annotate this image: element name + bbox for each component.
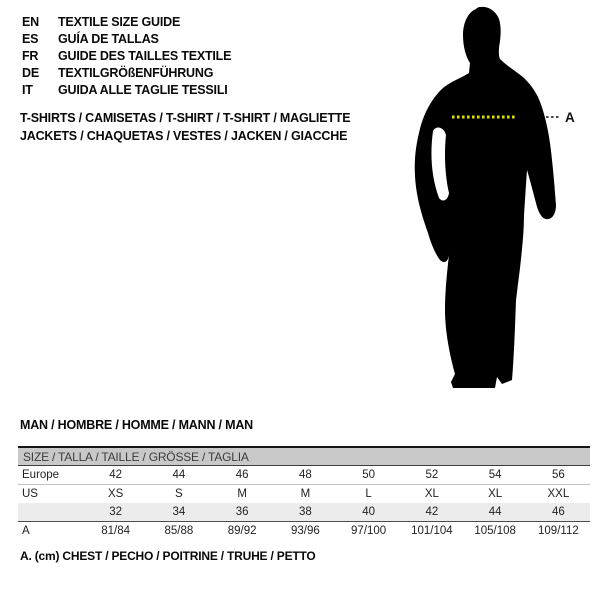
language-label: GUIDA ALLE TAGLIE TESSILI <box>58 82 228 97</box>
table-cell: 85/88 <box>147 522 210 541</box>
man-silhouette-shape <box>415 7 556 388</box>
language-list <box>22 13 231 98</box>
size-table <box>18 446 590 540</box>
table-cell: 48 <box>274 466 337 485</box>
size-table-header-row <box>18 447 590 466</box>
table-cell: 44 <box>488 506 502 518</box>
measure-label-a: A <box>565 110 575 125</box>
man-silhouette-figure <box>400 0 600 410</box>
language-label: GUIDE DES TAILLES TEXTILE <box>58 48 232 63</box>
table-cell: XL <box>488 488 503 500</box>
table-cell: 42 <box>84 466 147 485</box>
table-cell: S <box>175 488 183 500</box>
table-row-europe <box>18 466 590 485</box>
table-cell: 52 <box>400 466 463 485</box>
table-cell: 54 <box>464 466 527 485</box>
table-cell: 89/92 <box>211 522 274 541</box>
language-code: DE <box>22 65 39 80</box>
table-cell: 101/104 <box>400 522 463 541</box>
table-cell: 50 <box>337 466 400 485</box>
table-cell: L <box>365 488 372 500</box>
language-code: IT <box>22 82 33 97</box>
language-row-es <box>22 30 231 47</box>
language-row-de <box>22 64 231 81</box>
garment-line-jackets: JACKETS / CHAQUETAS / VESTES / JACKEN / GIACCHE <box>20 129 348 143</box>
table-cell: 46 <box>211 466 274 485</box>
table-cell: M <box>237 488 247 500</box>
table-cell: 34 <box>172 506 186 518</box>
table-cell: XL <box>424 488 439 500</box>
table-cell: XXL <box>547 488 570 500</box>
language-code: ES <box>22 31 39 46</box>
table-cell: XS <box>107 488 124 500</box>
garment-line-tshirts: T-SHIRTS / CAMISETAS / T-SHIRT / T-SHIRT / MAGLIETTE <box>20 111 351 125</box>
language-code: EN <box>22 14 39 29</box>
table-cell: 36 <box>235 506 249 518</box>
row-label: US <box>22 488 38 500</box>
language-label: TEXTILE SIZE GUIDE <box>58 14 181 29</box>
footnote-chest-measure: A. (cm) CHEST / PECHO / POITRINE / TRUHE / PETTO <box>20 549 316 563</box>
table-cell: 81/84 <box>84 522 147 541</box>
table-cell: 46 <box>551 506 565 518</box>
man-silhouette-svg <box>400 0 600 410</box>
table-cell: M <box>300 488 311 500</box>
table-cell: 42 <box>425 506 439 518</box>
row-label: A <box>18 522 84 541</box>
garment-types <box>20 109 350 145</box>
language-label: GUÍA DE TALLAS <box>58 31 159 46</box>
section-title-man: MAN / HOMBRE / HOMME / MANN / MAN <box>20 418 253 432</box>
table-row-numeric <box>18 503 590 522</box>
language-row-it <box>22 81 231 98</box>
table-cell: 44 <box>147 466 210 485</box>
table-row-chest-a <box>18 522 590 541</box>
table-cell: 93/96 <box>274 522 337 541</box>
language-code: FR <box>22 48 39 63</box>
table-cell: 109/112 <box>527 522 590 541</box>
table-cell: 40 <box>362 506 376 518</box>
size-table-header: SIZE / TALLA / TAILLE / GRÖSSE / TAGLIA <box>18 447 590 466</box>
table-cell: 56 <box>527 466 590 485</box>
row-label: Europe <box>18 466 84 485</box>
table-cell: 32 <box>109 506 123 518</box>
language-label: TEXTILGRÖßENFÜHRUNG <box>58 65 214 80</box>
table-cell: 97/100 <box>337 522 400 541</box>
language-row-fr <box>22 47 231 64</box>
table-cell: 38 <box>298 506 312 518</box>
table-cell: 105/108 <box>464 522 527 541</box>
language-row-en <box>22 13 231 30</box>
table-row-us <box>18 485 590 504</box>
row-label <box>18 503 84 522</box>
